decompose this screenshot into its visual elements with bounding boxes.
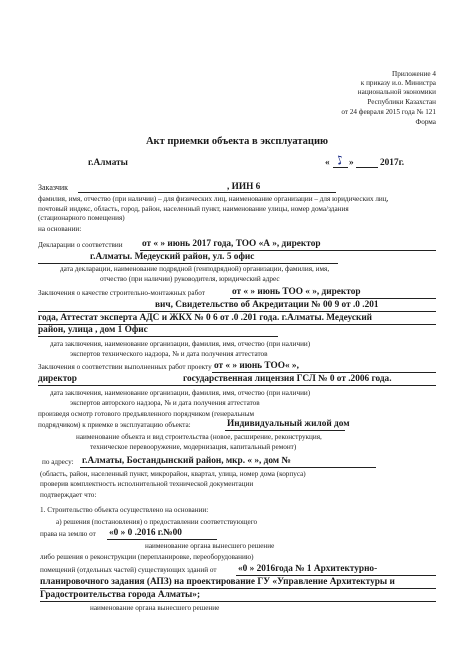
item1-line-5-underline	[236, 575, 436, 576]
quality-value-2: вич, Свидетельство об Акредитации № 00 9 от .0 .201	[155, 300, 379, 310]
customer-caption-1: фамилия, имя, отчество (при наличии) – для физических лиц, наименование организации – для юридических лиц,	[38, 195, 389, 203]
address-label: по адресу:	[42, 458, 74, 466]
declaration-caption-1: дата декларации, наименование подрядной (генподрядной) организации, фамилия, имя,	[60, 265, 330, 273]
object-name: Индивидуальный жилой дом	[227, 419, 350, 429]
quality-caption-2: экспертов технического надзора, № и дата получения аттестатов	[70, 350, 268, 358]
project-value-2-left: директор	[38, 374, 77, 384]
date-open-quote: «	[325, 158, 330, 168]
project-value-2-right: государственная лицензия ГСЛ № 0 от .2006 года.	[183, 374, 392, 384]
customer-name-line	[78, 192, 226, 193]
checked-line-1: проверив комплектность исполнительной технической документации	[40, 480, 254, 488]
item1-line-1: 1. Строительство объекта осуществлено на основании:	[40, 506, 209, 514]
item1-line-3-value: «0 » 0 .2016 г.№00	[109, 528, 182, 538]
item1-line-6: планировочного задания (АПЗ) на проектирование ГУ «Управление Архитектуры и	[40, 577, 395, 587]
item1-line-4: либо решения о реконструкции (перепланировке, переоборудованию)	[40, 553, 254, 561]
customer-caption-2: почтовый индекс, область, город, район, населенный пункт, наименование улицы, номер дома/здания	[38, 205, 349, 213]
project-value-1: от « » июнь ТОО« »,	[214, 361, 299, 371]
item1-line-5-label: помещений (отдельных частей) существующих зданий от	[40, 566, 217, 574]
document-title: Акт приемки объекта в эксплуатацию	[145, 136, 329, 147]
project-caption-4: техническое перевооружение, модернизация, капитальный ремонт)	[90, 443, 297, 451]
project-extra-1: произведя осмотр готового предъявленного порядчиком (генеральным	[38, 410, 255, 418]
project-line-2	[38, 385, 436, 386]
declaration-line-2	[38, 263, 338, 264]
project-caption-2: экспертов авторского надзора, № и дата получения аттестатов	[70, 399, 260, 407]
declaration-line-1	[140, 250, 436, 251]
project-line-1	[212, 372, 436, 373]
quality-value-4: район, улица , дом 1 Офис	[38, 325, 148, 335]
quality-value-3: года, Аттестат эксперта АДС и ЖКХ № 0 6 от .0 .201 года. г.Алматы. Медеуский	[38, 313, 373, 323]
date-close-quote: »	[349, 158, 354, 168]
quality-line-2	[38, 311, 436, 312]
customer-iin-line	[226, 192, 336, 193]
address-value: г.Алматы, Бостандынский район, мкр. « », дом №	[82, 456, 291, 466]
quality-label: Заключения о качестве строительно-монтажных работ	[38, 289, 205, 297]
item1-line-3-label: права на землю от	[40, 530, 96, 538]
item1-line-7: Градостроительства города Алматы»;	[40, 590, 201, 600]
annex-line-1: Приложение 4	[392, 70, 436, 78]
item1-line-6-underline	[40, 588, 436, 589]
annex-line-2: к приказу и.о. Министра	[360, 79, 436, 87]
quality-line-1	[230, 298, 436, 299]
address-line	[80, 467, 376, 468]
place: г.Алматы	[88, 158, 128, 168]
signature-mark-icon: ♪	[333, 152, 346, 168]
annex-line-3: национальной экономики	[357, 88, 436, 96]
quality-value-1: от « » июнь ТОО « », директор	[232, 287, 361, 297]
checked-line-2: подтверждает что:	[40, 491, 97, 499]
object-name-line	[225, 430, 345, 431]
declaration-caption-2: отчество (при наличии) руководителя, юридический адрес	[100, 275, 280, 283]
project-caption-3: наименование объекта и вид строительства (новое, расширение, реконструкция,	[76, 433, 322, 441]
declaration-value-2: г.Алматы. Медеуский район, ул. 5 офис	[90, 252, 255, 262]
customer-label: Заказчик	[38, 183, 69, 192]
customer-caption-3: (стационарного помещения)	[38, 214, 125, 222]
quality-caption-1: дата заключения, наименование организации, фамилия, имя, отчество (при наличии)	[50, 340, 311, 348]
annex-line-4: Республики Казахстан	[367, 98, 436, 106]
item1-caption-1: наименование органа вынесшего решение	[145, 542, 275, 550]
customer-basis: на основании:	[38, 225, 82, 233]
date-year: 2017г.	[380, 158, 405, 168]
item1-line-7-underline	[40, 601, 436, 602]
project-label: Заключения о соответствии выполненных работ проекту	[38, 363, 212, 371]
quality-line-4	[38, 336, 278, 337]
item1-line-5-value: «0 » 2016года № 1 Архитектурно-	[238, 564, 378, 574]
annex-line-5: от 24 февраля 2015 года № 121	[341, 108, 436, 116]
annex-line-6: Форма	[415, 118, 436, 126]
date-month-line	[356, 167, 378, 168]
customer-iin: , ИИН 6	[227, 182, 261, 192]
declaration-value-1: от « » июнь 2017 года, ТОО «А », директор	[142, 239, 321, 249]
project-caption-1: дата заключения, наименование организации, фамилия, имя, отчество (при наличии)	[50, 389, 311, 397]
item1-line-2: а) решения (постановления) о предоставлении соответствующего	[56, 518, 258, 526]
address-caption: (область, район, населенный пункт, микрорайон, квартал, улица, номер дома (корпуса)	[40, 470, 306, 478]
project-extra-2-label: подрядчиком) к приемке в эксплуатацию объекта:	[38, 421, 191, 429]
item1-caption-2: наименование органа вынесшего решение	[90, 604, 220, 612]
land-right-line	[107, 539, 217, 540]
declaration-label: Декларации о соответствии	[38, 241, 123, 249]
